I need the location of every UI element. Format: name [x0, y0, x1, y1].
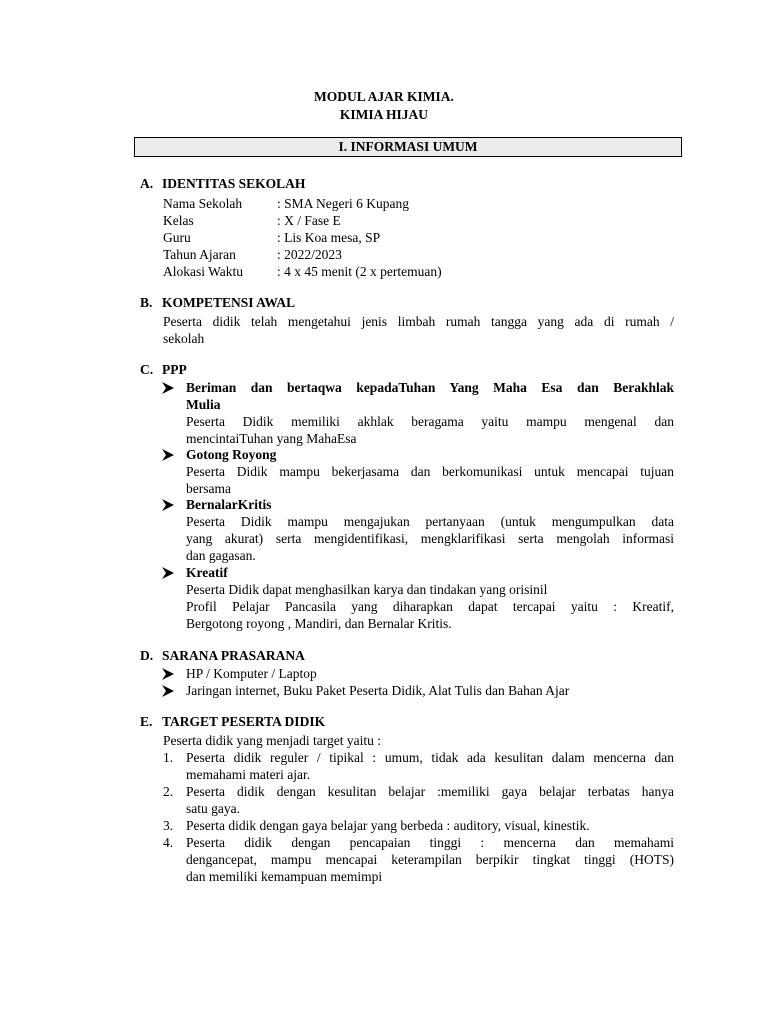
document-subtitle: KIMIA HIJAU: [339, 107, 429, 122]
target-item-text: Peserta didik reguler / tipikal : umum, tidak ada kesulitan dalam mencerna dan: [186, 750, 674, 765]
ppp-item-title: Beriman dan bertaqwa kepadaTuhan Yang Maha Esa dan Berakhlak: [186, 380, 674, 395]
ppp-item-title: Kreatif: [186, 565, 228, 580]
kompetensi-line: sekolah: [163, 331, 205, 346]
section-b-heading: [140, 295, 295, 311]
identity-key: Tahun Ajaran: [163, 247, 236, 262]
section-header-box: I. INFORMASI UMUM: [134, 137, 682, 157]
ppp-item-title: BernalarKritis: [186, 497, 272, 512]
arrow-bullet-icon: [161, 381, 175, 395]
section-b-title: KOMPETENSI AWAL: [162, 295, 296, 310]
section-e-heading: [140, 714, 325, 730]
ppp-item-text: Bergotong royong , Mandiri, dan Bernalar Kritis.: [186, 616, 452, 631]
list-number: 1.: [163, 750, 174, 765]
identity-key: Guru: [163, 230, 191, 245]
identity-value: : Lis Koa mesa, SP: [277, 230, 381, 245]
arrow-bullet-icon: [161, 684, 175, 698]
arrow-bullet-icon: [161, 498, 175, 512]
identity-key: Alokasi Waktu: [163, 264, 244, 279]
identity-key: Nama Sekolah: [163, 196, 243, 211]
target-item-text: memahami materi ajar.: [186, 767, 311, 782]
identity-key: Kelas: [163, 213, 194, 228]
ppp-item-text: Peserta Didik dapat menghasilkan karya dan tindakan yang orisinil: [186, 582, 548, 597]
section-c-heading: [140, 362, 187, 378]
section-b-letter: B.: [140, 295, 153, 310]
target-item-text: satu gaya.: [186, 801, 240, 816]
section-c-title: PPP: [162, 362, 187, 377]
list-number: 3.: [163, 818, 174, 833]
target-item-text: dengancepat, mampu mencapai keterampilan berpikir tingkat tinggi (HOTS): [186, 852, 674, 867]
section-a-title: IDENTITAS SEKOLAH: [162, 176, 306, 191]
ppp-item-text: dan gagasan.: [186, 548, 256, 563]
section-c-letter: C.: [140, 362, 154, 377]
section-d-letter: D.: [140, 648, 154, 663]
list-number: 4.: [163, 835, 174, 850]
ppp-item-text: Peserta Didik memiliki akhlak beragama yaitu mampu mengenal dan: [186, 414, 674, 429]
identity-value: : X / Fase E: [277, 213, 341, 228]
target-item-text: Peserta didik dengan pencapaian tinggi : mencerna dan memahami: [186, 835, 674, 850]
target-item-text: Peserta didik dengan gaya belajar yang berbeda : auditory, visual, kinestik.: [186, 818, 590, 833]
sarana-item: Jaringan internet, Buku Paket Peserta Didik, Alat Tulis dan Bahan Ajar: [186, 683, 570, 698]
section-e-title: TARGET PESERTA DIDIK: [162, 714, 326, 729]
arrow-bullet-icon: [161, 667, 175, 681]
identity-value: : 2022/2023: [277, 247, 342, 262]
ppp-item-text: bersama: [186, 481, 231, 496]
ppp-item-title: Mulia: [186, 397, 221, 412]
arrow-bullet-icon: [161, 448, 175, 462]
list-number: 2.: [163, 784, 174, 799]
ppp-item-text: yang akurat) serta mengidentifikasi, mengklarifikasi serta mengolah informasi: [186, 531, 674, 546]
section-d-heading: [140, 648, 305, 664]
section-a-letter: A.: [140, 176, 154, 191]
kompetensi-line: Peserta didik telah mengetahui jenis limbah rumah tangga yang ada di rumah /: [163, 314, 674, 329]
section-e-letter: E.: [140, 714, 153, 729]
sarana-item: HP / Komputer / Laptop: [186, 666, 317, 681]
ppp-item-title: Gotong Royong: [186, 447, 277, 462]
target-intro: Peserta didik yang menjadi target yaitu :: [163, 733, 381, 748]
identity-value: : SMA Negeri 6 Kupang: [277, 196, 409, 211]
ppp-item-text: Peserta Didik mampu mengajukan pertanyaan (untuk mengumpulkan data: [186, 514, 674, 529]
ppp-item-text: mencintaiTuhan yang MahaEsa: [186, 431, 357, 446]
target-item-text: Peserta didik dengan kesulitan belajar :memiliki gaya belajar terbatas hanya: [186, 784, 674, 799]
target-item-text: dan memiliki kemampuan memimpi: [186, 869, 383, 884]
identity-value: : 4 x 45 menit (2 x pertemuan): [277, 264, 442, 279]
ppp-item-text: Peserta Didik mampu bekerjasama dan berkomunikasi untuk mencapai tujuan: [186, 464, 674, 479]
section-d-title: SARANA PRASARANA: [162, 648, 305, 663]
ppp-item-text: Profil Pelajar Pancasila yang diharapkan dapat tercapai yaitu : Kreatif,: [186, 599, 674, 614]
arrow-bullet-icon: [161, 566, 175, 580]
section-a-heading: [140, 176, 305, 192]
document-title: MODUL AJAR KIMIA.: [314, 89, 454, 104]
